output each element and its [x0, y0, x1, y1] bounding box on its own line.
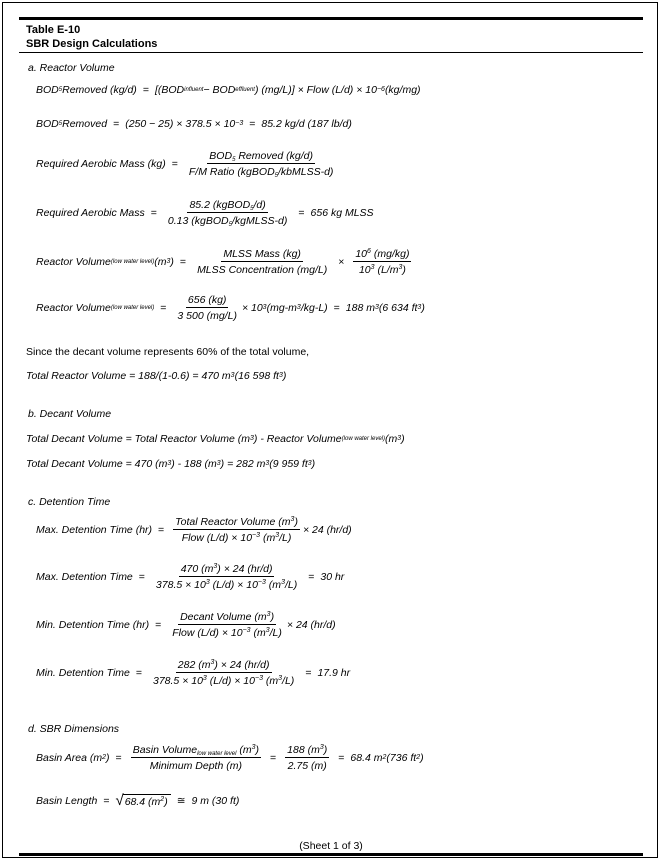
equation-a4: Required Aerobic Mass = $\frac{85.2 (kgBOD_5/d)}{0.13 (kgBOD_5/kgMLSS-d)}$ = 656 kg MLSS [36, 199, 374, 228]
fraction: $\frac{\text{MLSS Mass (kg)}}{\text{MLSS Concentration (mg/L)}}$ [197, 248, 328, 276]
section-b-heading: b. Decant Volume [28, 408, 112, 420]
fraction: $\frac{BOD_5 Removed (kg/d)}{F/M Ratio (kgBOD_5/kbMLSS-d)}$ [188, 150, 334, 179]
equation-a2: BOD 5 Removed = (250 − 25) × 378.5 × 10 −3 = 85.2 kg/d (187 lb/d) [36, 118, 352, 130]
bottom-rule [19, 853, 643, 856]
square-root: √ 68.4 $(m^2)$ [115, 793, 170, 808]
radical-sign-icon: √ [115, 792, 124, 809]
equation-a8: Total Reactor Volume = 188/(1-0.6) = 470 m 3 (16 598 ft 3 ) [26, 370, 287, 382]
fraction: $\frac{Basin Volume_{low water level} (m^3)}{\text{Minimum Depth (m)}}$ [132, 744, 260, 772]
header-rule [19, 52, 643, 53]
equation-c4: Min. Detention Time = $\frac{282 (m^3) \times 24 (hr/d)}{378.5 \times 10^3 (L/d) \times 10^{-3} (m^3/L)}$ = 17.9 hr [36, 659, 351, 687]
sheet-footer: (Sheet 1 of 3) [299, 840, 363, 852]
fraction: $\frac{656 (kg)}{3 500 (mg/L)}$ [177, 294, 237, 322]
equation-d1: Basin Area (m 2 ) = $\frac{Basin Volume_{low water level} (m^3)}{\text{Minimum Depth (m)}}$ = $\frac{188 (m^3)}{2.75 (m)}$ = 68.4 m 2 (736 ft 2 ) [36, 744, 424, 772]
section-a-heading: a. Reactor Volume [28, 62, 115, 74]
equation-b2: Total Decant Volume = 470 (m 3 ) - 188 (m 3 ) = 282 m 3 (9 959 ft 3 ) [26, 458, 316, 470]
table-number: Table E-10 [26, 24, 81, 36]
fraction: $\frac{282 (m^3) \times 24 (hr/d)}{378.5 \times 10^3 (L/d) \times 10^{-3} (m^3/L)}$ [153, 659, 295, 687]
equation-d2: Basin Length = √ 68.4 $(m^2)$ ≅ 9 m (30 ft) [36, 792, 240, 809]
top-rule [19, 17, 643, 20]
fraction: $\frac{Decant Volume (m^3)}{Flow (L/d) \times 10^{-3} (m^3/L)}$ [172, 611, 282, 639]
fraction: $\frac{85.2 (kgBOD_5/d)}{0.13 (kgBOD_5/kgMLSS-d)}$ [167, 199, 288, 228]
decant-note: Since the decant volume represents 60% of the total volume, [26, 346, 310, 358]
equation-b1: Total Decant Volume = Total Reactor Volume (m 3 ) - Reactor Volume (low water level) (m 3 ) [26, 433, 405, 445]
fraction: $\frac{470 (m^3) \times 24 (hr/d)}{378.5 \times 10^3 (L/d) \times 10^{-3} (m^3/L)}$ [155, 563, 298, 591]
fraction: $\frac{10^6 (mg/kg)}{10^3 (L/m^3)}$ [355, 248, 410, 276]
fraction: $\frac{188 (m^3)}{2.75 (m)}$ [287, 744, 328, 772]
section-d-heading: d. SBR Dimensions [28, 723, 120, 735]
equation-c2: Max. Detention Time = $\frac{470 (m^3) \times 24 (hr/d)}{378.5 \times 10^3 (L/d) \times 10^{-3} (m^3/L)}$ = 30 hr [36, 563, 345, 591]
fraction: $\frac{Total Reactor Volume (m^3)}{Flow (L/d) \times 10^{-3} (m^3/L)}$ [175, 516, 298, 544]
section-c-heading: c. Detention Time [28, 496, 111, 508]
table-title: SBR Design Calculations [26, 38, 158, 50]
equation-a6: Reactor Volume (low water level) = $\frac{656 (kg)}{3 500 (mg/L)}$ × 10 3 (mg-m 3 /kg-L) = 188 m 3 (6 634 ft 3 ) [36, 294, 425, 322]
equation-a5: Reactor Volume (low water level) (m 3 ) = $\frac{\text{MLSS Mass (kg)}}{\text{MLSS Concentration (mg/L)}}$ × $\frac{10^6 (mg/kg)}{10^3 (L/m^3)}$ [36, 248, 410, 276]
equation-a3: Required Aerobic Mass (kg) = $\frac{BOD_5 Removed (kg/d)}{F/M Ratio (kgBOD_5/kbMLSS-d)}$ [36, 150, 334, 179]
equation-a1: BOD 5 Removed (kg/d) = [(BOD influent − BOD effluent ) (mg/L)] × Flow (L/d) × 10 −6 (kg/mg) [36, 84, 421, 96]
equation-c3: Min. Detention Time (hr) = $\frac{Decant Volume (m^3)}{Flow (L/d) \times 10^{-3} (m^3/L)}$ × 24 (hr/d) [36, 611, 336, 639]
equation-c1: Max. Detention Time (hr) = $\frac{Total Reactor Volume (m^3)}{Flow (L/d) \times 10^{-3} (m^3/L)}$ × 24 (hr/d) [36, 516, 352, 544]
